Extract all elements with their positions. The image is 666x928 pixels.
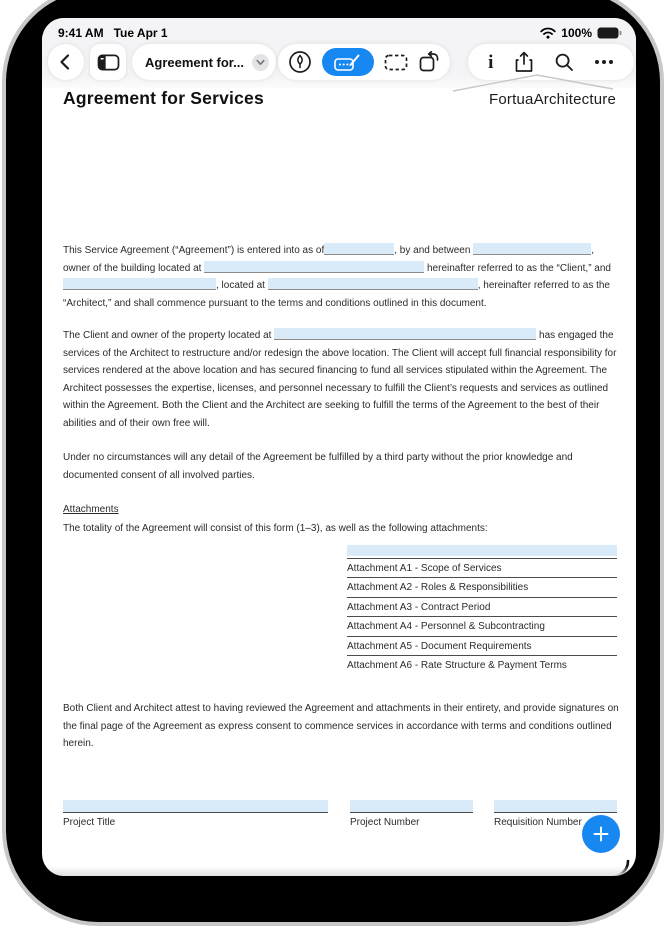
engagement-paragraph: The Client and owner of the property located at has engaged the services of the Architect to restructure and/or redesign the above location. The Client will accept full financial responsibility for services rendered at the above location and has secured financing to fund all services stipulated within the Agreement. The Architect possesses the expertise, licenses, and personnel necessary to fulfill the Client’s requests and services as outlined within the Agreement. Both the Client and the Architect are seeking to fulfill the terms of the Agreement to the best of their abilities and of their own free will.: [63, 330, 617, 429]
project-number-label: Project Number: [350, 817, 420, 828]
page-bottom-shadow: [42, 866, 636, 876]
project-title-field: [63, 800, 328, 828]
rotate-page-tool-button[interactable]: [418, 51, 440, 73]
fill-in-blank[interactable]: [268, 278, 478, 290]
markup-tools-pill: [278, 44, 450, 80]
select-region-tool-button[interactable]: [384, 54, 408, 71]
document-title: Agreement for...: [145, 54, 244, 70]
company-logo: [489, 91, 616, 109]
status-bar: [58, 25, 622, 41]
plus-icon: [592, 825, 610, 843]
attachment-blank-field[interactable]: [347, 545, 617, 559]
fill-in-blank[interactable]: [274, 328, 536, 340]
attachment-row: Attachment A3 - Contract Period: [347, 598, 617, 617]
wifi-icon: [540, 27, 556, 39]
requisition-number-label: Requisition Number: [494, 817, 582, 828]
project-title-label: Project Title: [63, 817, 116, 828]
architecture-roof-logo-icon: [451, 71, 616, 93]
document-title-pill[interactable]: [132, 44, 276, 80]
project-number-field: [350, 800, 473, 828]
status-time: 9:41 AM: [58, 26, 104, 40]
fill-in-blank[interactable]: [324, 243, 394, 255]
fill-in-blank[interactable]: [204, 261, 424, 273]
company-logo-text: FortuaArchitecture: [489, 91, 616, 108]
sidebar-toggle-button[interactable]: [90, 44, 126, 80]
agreement-intro-paragraph: This Service Agreement (“Agreement”) is entered into as of , by and between , owner of the building located at hereinafter referred to as the “Client,” and , located at , hereinafter referred to as the “Architect,” and shall commence pursuant to the terms and conditions outlined in this document.: [63, 245, 611, 309]
attachment-row: Attachment A5 - Document Requirements: [347, 637, 617, 656]
add-button[interactable]: [582, 815, 620, 853]
form-fill-icon: [334, 54, 361, 71]
project-number-input[interactable]: [350, 800, 473, 813]
ipad-device-frame: [2, 0, 664, 926]
status-date: Tue Apr 1: [113, 26, 168, 40]
closing-paragraph: Both Client and Architect attest to having reviewed the Agreement and attachments in their entirety, and provide signatures on the final page of the Agreement as express consent to commence services in accordance with terms and conditions outlined herein.: [63, 703, 619, 750]
third-party-paragraph: Under no circumstances will any detail of the Agreement be fulfilled by a third party without the prior knowledge and documented consent of all involved parties.: [63, 452, 573, 481]
attachment-row: Attachment A6 - Rate Structure & Payment Terms: [347, 659, 567, 671]
chevron-left-icon: [56, 52, 76, 72]
project-title-input[interactable]: [63, 800, 328, 813]
info-button[interactable]: i: [488, 51, 494, 73]
share-icon: [514, 51, 534, 73]
battery-icon: [597, 27, 622, 39]
more-button[interactable]: [594, 59, 614, 65]
fill-in-blank[interactable]: [63, 278, 216, 290]
attachment-row: Attachment A4 - Personnel & Subcontracting: [347, 617, 617, 636]
ellipsis-icon: [594, 59, 614, 65]
requisition-number-input[interactable]: [494, 800, 617, 813]
sidebar-icon: [97, 53, 120, 72]
form-fill-tool-button[interactable]: [322, 48, 374, 76]
rotate-icon: [418, 51, 440, 73]
page-title: Agreement for Services: [63, 88, 264, 108]
ipad-screen: [42, 18, 636, 876]
battery-percent: 100%: [561, 26, 592, 40]
title-menu-button[interactable]: [252, 54, 269, 71]
search-button[interactable]: [554, 52, 574, 72]
fill-in-blank[interactable]: [473, 243, 591, 255]
search-icon: [554, 52, 574, 72]
attachments-table: [347, 545, 617, 675]
attachments-heading: Attachments: [63, 504, 119, 515]
markup-pen-icon[interactable]: [288, 50, 312, 74]
share-button[interactable]: [514, 51, 534, 73]
attachment-row: Attachment A1 - Scope of Services: [347, 559, 617, 578]
back-button[interactable]: [48, 44, 84, 80]
attachment-row: Attachment A2 - Roles & Responsibilities: [347, 578, 617, 597]
dashed-rectangle-icon: [384, 54, 408, 71]
attachments-intro: The totality of the Agreement will consist of this form (1–3), as well as the following attachments:: [63, 523, 488, 534]
chevron-down-icon: [255, 57, 266, 68]
